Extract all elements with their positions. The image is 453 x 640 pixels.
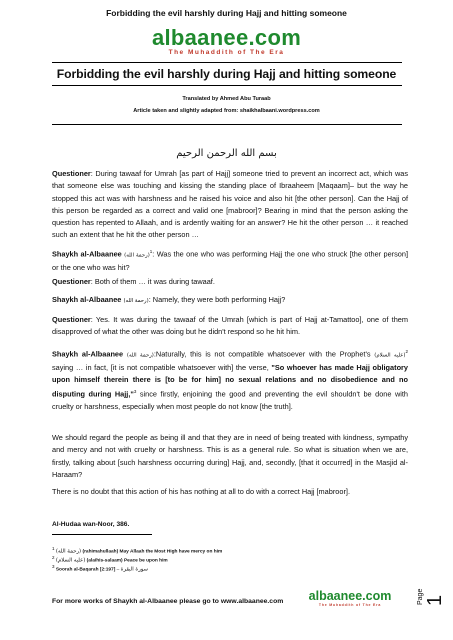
footer-logo: albaanee.com [308,589,392,603]
honorific: (رحمة الله) [124,252,150,259]
title-bottom-rule [52,85,402,86]
page-title: Forbidding the evil harshly during Hajj and hitting someone [56,67,397,81]
paragraph-3 [52,276,408,288]
running-header-title: Forbidding the evil harshly during Hajj and hitting someone [106,8,347,18]
source-reference: Al-Hudaa wan-Noor, 386. [52,521,130,528]
speaker-name: Questioner [52,169,91,178]
footnote-text: Soorah al-Baqarah [2:197] [55,567,116,573]
honorific: (رحمة الله) [123,298,149,304]
paragraph-5 [52,314,408,339]
basmala: بسم الله الرحمن الرحيم [176,148,277,159]
footer-link-text: For more works of Shaykh al-Albaanee please go to www.albaanee.com [52,598,284,605]
speaker-name: Shaykh al-Albaanee [52,295,122,304]
footnote-text: (alaihis-salaam) Peace be upon him [86,558,168,564]
footnote-arabic: (عليه السلام) [55,557,86,564]
paragraph-1 [52,168,408,242]
speaker-name: Shaykh al-Albaanee [52,249,122,259]
meta-rule [52,124,402,125]
paragraph-6 [52,346,408,413]
footnote-number: 2 [52,555,55,560]
footnote-ref: 1 [149,249,153,254]
honorific: (رحمة الله) [126,352,154,359]
footnote-number: 3 [52,564,55,569]
footnote-arabic: (رحمة الله) [55,548,82,555]
paragraph-text: saying … in fact, [it is not compatible whatsoever with] the verse, [52,362,272,372]
page-number-label [407,568,447,608]
paragraph-text: since firstly, enjoining the good and preventing the evil shouldn't be done with cruelty or harshness, especially when most people do not know [the truth]. [52,389,409,412]
paragraph-4 [52,294,408,307]
translator-line: Translated by Ahmed Abu Turaab [182,96,271,102]
paragraph-text: We should regard the people as being ill and that they are in need of being treated with kindness, sympathy and mercy and not with cruelty or harshness. This is as a general rule. So what is situation when we are, firstly, talking about [such harshness occurring during] Hajj, and, secondly, [that it occurred] in the Masjid al-Haraam? [52,433,408,479]
logo-tagline: The Muhaddith of The Era [168,49,285,56]
paragraph-text: : Both of them … it was during tawaaf. [90,277,215,286]
paragraph-text: There is no doubt that this action of his has nothing at all to do with a correct Hajj [mabroor]. [52,487,350,496]
honorific: (عليه السلام) [374,352,406,359]
source-line: Article taken and slightly adapted from: shaikhalbaani.wordpress.com [133,108,320,114]
page-number: 1 [424,594,446,606]
speaker-name: Shaykh al-Albaanee [52,349,124,359]
paragraph-text: : During tawaaf for Umrah [as part of Hajj] someone tried to prevent an incorrect act, which was that someone else was touching and kissing the standing place of Ibraaheem [Maqaam]– but the way he stopped this act was with harshness and he raised his voice and also hit [the other person]. Can the Hajj of this person be regarded as a correct and valid one [mabroor]? Bearing in mind that the person asking the question has repented to Allaah, and is ardently waiting for an answer? He hit the other person … it reached such an extent that he hit the other person … [52,169,408,240]
footnote-number: 1 [52,546,55,551]
paragraph-text: :Naturally, this is not compatible whatsoever with the Prophet's [153,349,371,359]
footnote-ref: 3 [133,389,137,395]
footnote-3: $^3$ Soorah al-Baqarah [2:197] – سورة البقرة [52,564,148,573]
footnote-arabic: سورة البقرة [120,566,148,573]
quran-quote: "So whoever has made Hajj obligatory upon himself therein there is [to be for him] no sexual relations and no disobedience and no disputing during Hajj," [52,362,409,399]
title-top-rule [52,62,402,63]
page-label: Page [417,588,424,605]
speaker-name: Questioner [52,315,91,324]
paragraph-8 [52,486,408,498]
paragraph-text: : Was the one who was performing Hajj the one who struck [the other person] or the one who was hit? [52,249,408,272]
paragraph-2 [52,246,408,274]
speaker-name: Questioner [52,277,91,286]
footnote-text: (rahimahullaah) May Allaah the Most High have mercy on him [82,549,223,555]
paragraph-text: : Yes. It was during the tawaaf of the Umrah [which is part of Hajj at-Tamattoo], one of them disapproved of what the other was doing but he didn't respond so he hit him. [52,315,408,337]
footer-logo-tagline: The Muhaddith of The Era [318,603,382,607]
paragraph-7 [52,432,408,481]
albaanee-logo: albaanee.com [151,25,302,50]
paragraph-text: : Namely, they were both performing Hajj? [148,295,286,304]
footnote-ref: 2 [405,349,408,354]
footnote-rule [52,534,152,535]
